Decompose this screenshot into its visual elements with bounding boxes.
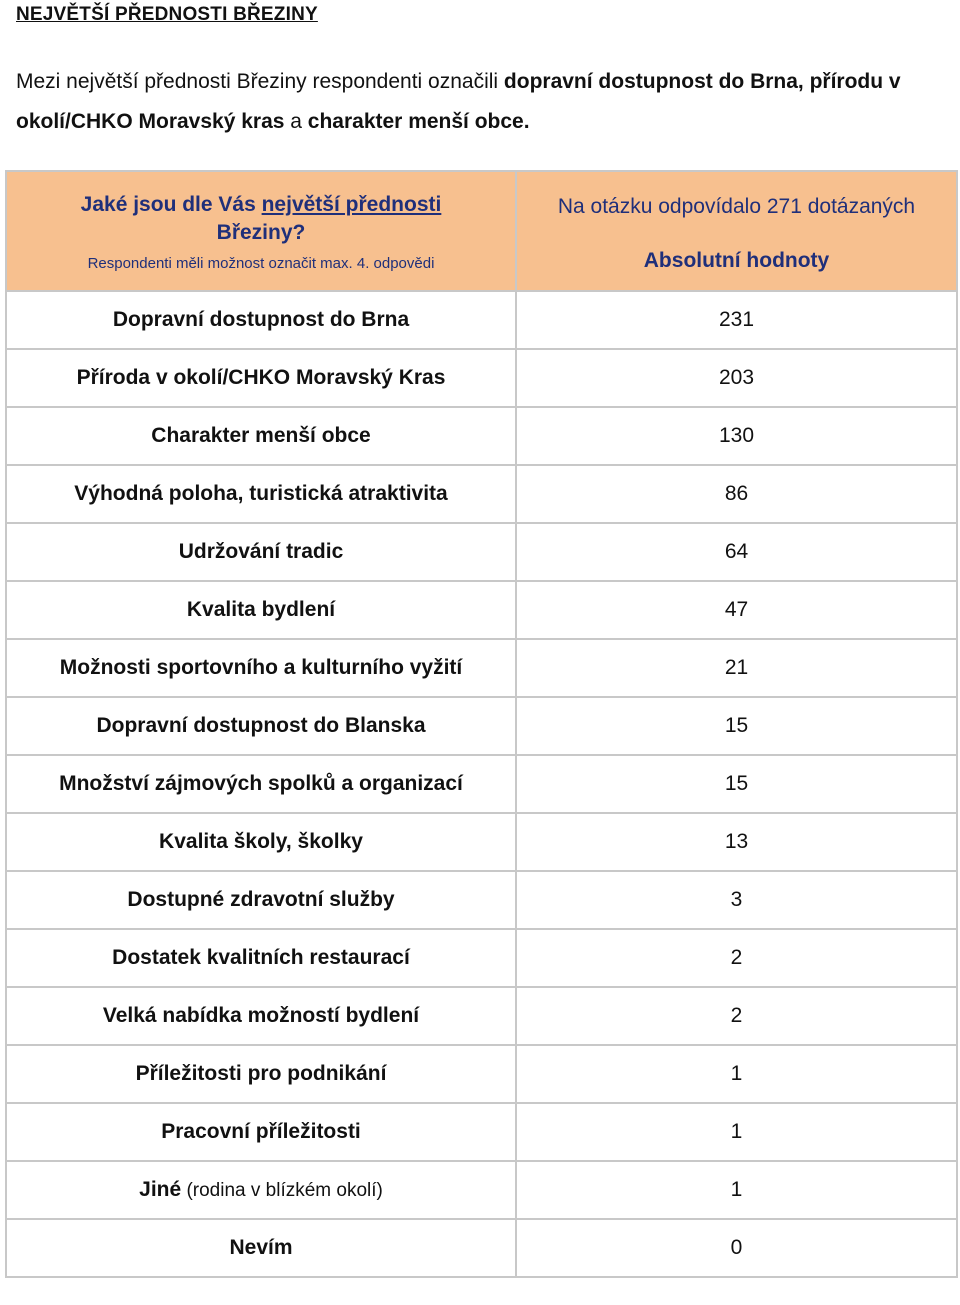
row-value-cell bbox=[516, 697, 957, 755]
row-label: Dopravní dostupnost do Blanska bbox=[96, 714, 426, 737]
row-label: Pracovní příležitosti bbox=[161, 1120, 361, 1143]
table-row bbox=[6, 581, 957, 639]
row-label: Množství zájmových spolků a organizací bbox=[59, 772, 463, 795]
row-label-cell bbox=[6, 987, 516, 1045]
absolute-values-header: Absolutní hodnoty bbox=[643, 249, 830, 272]
row-value: 47 bbox=[724, 598, 749, 621]
row-value: 1 bbox=[730, 1062, 743, 1085]
row-label: Dostatek kvalitních restaurací bbox=[112, 946, 410, 969]
table-row bbox=[6, 349, 957, 407]
row-value-cell bbox=[516, 349, 957, 407]
table-row bbox=[6, 639, 957, 697]
row-value: 231 bbox=[718, 308, 755, 331]
row-value-cell bbox=[516, 1219, 957, 1277]
row-label: Možnosti sportovního a kulturního vyžití bbox=[59, 656, 463, 679]
intro-text: Mezi největší přednosti Březiny respondenti označili bbox=[16, 70, 504, 93]
row-value: 1 bbox=[730, 1120, 743, 1143]
row-label: Kvalita bydlení bbox=[186, 598, 336, 621]
row-value: 15 bbox=[724, 772, 749, 795]
table-row bbox=[6, 755, 957, 813]
intro-bold-text: dopravní dostupnost do Brna, přírodu v okolí/CHKO Moravský kras bbox=[16, 70, 901, 133]
table-row bbox=[6, 1103, 957, 1161]
table-row bbox=[6, 1161, 957, 1219]
row-value-cell bbox=[516, 871, 957, 929]
table-row bbox=[6, 465, 957, 523]
table-row bbox=[6, 1219, 957, 1277]
row-label-note: (rodina v blízkém okolí) bbox=[181, 1180, 383, 1201]
row-value: 1 bbox=[730, 1178, 743, 1201]
row-value: 2 bbox=[730, 946, 743, 969]
row-label-cell bbox=[6, 1045, 516, 1103]
table-row bbox=[6, 1045, 957, 1103]
row-value-cell bbox=[516, 813, 957, 871]
results-table bbox=[5, 170, 958, 1278]
row-label-cell bbox=[6, 639, 516, 697]
row-value: 64 bbox=[724, 540, 749, 563]
question-part: Březiny? bbox=[216, 220, 306, 244]
row-value-cell bbox=[516, 407, 957, 465]
row-value-cell bbox=[516, 1161, 957, 1219]
table-row bbox=[6, 523, 957, 581]
intro-paragraph bbox=[16, 62, 946, 142]
row-label-cell bbox=[6, 1103, 516, 1161]
question-part: Jaké jsou dle Vás bbox=[80, 192, 262, 216]
table-row bbox=[6, 697, 957, 755]
row-value-cell bbox=[516, 1103, 957, 1161]
table-row bbox=[6, 929, 957, 987]
row-label: Nevím bbox=[229, 1236, 293, 1259]
row-label-cell bbox=[6, 697, 516, 755]
row-value-cell bbox=[516, 755, 957, 813]
row-label: Jiné bbox=[139, 1178, 182, 1201]
row-value-cell bbox=[516, 929, 957, 987]
question-text bbox=[7, 191, 515, 247]
question-cell bbox=[6, 171, 516, 291]
row-value-cell bbox=[516, 465, 957, 523]
row-label: Dostupné zdravotní služby bbox=[127, 888, 395, 911]
row-value: 15 bbox=[724, 714, 749, 737]
row-value-cell bbox=[516, 581, 957, 639]
row-label-cell bbox=[6, 929, 516, 987]
row-label: Příležitosti pro podnikání bbox=[135, 1062, 387, 1085]
row-value-cell bbox=[516, 639, 957, 697]
row-label-cell bbox=[6, 349, 516, 407]
row-label-cell bbox=[6, 581, 516, 639]
row-value: 3 bbox=[730, 888, 743, 911]
table-header-row bbox=[6, 171, 957, 291]
row-value: 21 bbox=[724, 656, 749, 679]
table-row bbox=[6, 987, 957, 1045]
row-label-cell bbox=[6, 813, 516, 871]
row-label: Kvalita školy, školky bbox=[159, 830, 363, 853]
row-label-cell bbox=[6, 465, 516, 523]
row-value: 13 bbox=[724, 830, 749, 853]
row-label-cell bbox=[6, 523, 516, 581]
row-value: 0 bbox=[730, 1236, 743, 1259]
row-label-cell bbox=[6, 407, 516, 465]
row-label: Výhodná poloha, turistická atraktivita bbox=[74, 482, 448, 505]
row-value-cell bbox=[516, 523, 957, 581]
row-value: 2 bbox=[730, 1004, 743, 1027]
table-row bbox=[6, 813, 957, 871]
table-row bbox=[6, 407, 957, 465]
row-value: 203 bbox=[718, 366, 755, 389]
intro-text: a bbox=[284, 110, 308, 133]
row-label: Udržování tradic bbox=[178, 540, 344, 563]
row-label-cell bbox=[6, 755, 516, 813]
row-label: Dopravní dostupnost do Brna bbox=[112, 308, 410, 331]
table-row bbox=[6, 871, 957, 929]
row-value-cell bbox=[516, 1045, 957, 1103]
intro-bold-text: charakter menší obce. bbox=[307, 110, 530, 133]
row-label: Příroda v okolí/CHKO Moravský Kras bbox=[76, 366, 446, 389]
row-value: 130 bbox=[718, 424, 755, 447]
row-label-cell bbox=[6, 1219, 516, 1277]
row-label-cell bbox=[6, 291, 516, 349]
respondent-count: Na otázku odpovídalo 271 dotázaných bbox=[557, 195, 916, 218]
row-label: Velká nabídka možností bydlení bbox=[102, 1004, 420, 1027]
row-label: Charakter menší obce bbox=[151, 424, 371, 447]
question-note: Respondenti měli možnost označit max. 4. odpovědi bbox=[87, 254, 435, 272]
values-header-cell bbox=[516, 171, 957, 291]
question-underlined: největší přednosti bbox=[261, 192, 442, 216]
page-heading: NEJVĚTŠÍ PŘEDNOSTI BŘEZINY bbox=[16, 4, 318, 25]
row-value: 86 bbox=[724, 482, 749, 505]
row-value-cell bbox=[516, 987, 957, 1045]
table-row bbox=[6, 291, 957, 349]
row-label-cell bbox=[6, 1161, 516, 1219]
row-value-cell bbox=[516, 291, 957, 349]
row-label-cell bbox=[6, 871, 516, 929]
